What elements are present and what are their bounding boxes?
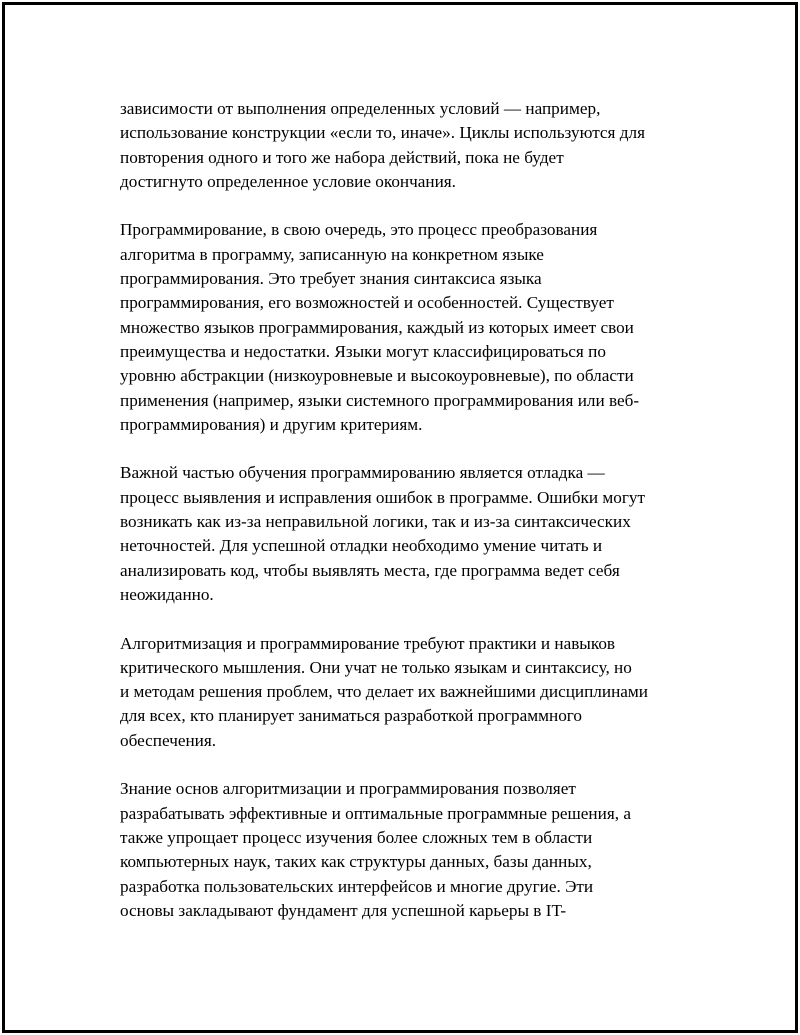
- text-line: разработка пользовательских интерфейсов и многие другие. Эти: [120, 876, 594, 896]
- text-line: программирования. Это требует знания синтаксиса языка: [120, 269, 542, 289]
- text-line: зависимости от выполнения определенных условий — например,: [120, 99, 601, 118]
- text-line: повторения одного и того же набора действий, пока не будет: [120, 147, 564, 167]
- document-page: [2, 2, 798, 1033]
- text-line: критического мышления. Они учат не только языкам и синтаксису, но: [120, 657, 632, 677]
- text-line: анализировать код, чтобы выявлять места, где программа ведет себя: [120, 560, 620, 580]
- paragraph-2: [120, 218, 700, 437]
- text-line: обеспечения.: [120, 730, 217, 750]
- text-line: компьютерных наук, таких как структуры данных, базы данных,: [120, 852, 592, 872]
- paragraph-1: [120, 97, 700, 194]
- text-line: и методам решения проблем, что делает их важнейшими дисциплинами: [120, 682, 648, 702]
- text-line: неточностей. Для успешной отладки необходимо умение читать и: [120, 536, 603, 556]
- text-line: применения (например, языки системного программирования или веб-: [120, 390, 640, 410]
- text-line: разрабатывать эффективные и оптимальные программные решения, а: [120, 803, 631, 823]
- text-line: множество языков программирования, каждый из которых имеет свои: [120, 317, 634, 337]
- text-line: программирования, его возможностей и особенностей. Существует: [120, 293, 614, 313]
- text-line: Важной частью обучения программированию является отладка —: [120, 463, 605, 483]
- text-line: процесс выявления и исправления ошибок в программе. Ошибки могут: [120, 487, 646, 507]
- text-line: для всех, кто планирует заниматься разработкой программного: [120, 706, 583, 726]
- paragraph-3: [120, 461, 700, 607]
- paragraph-4: [120, 632, 700, 753]
- text-line: Знание основ алгоритмизации и программирования позволяет: [120, 779, 576, 799]
- text-line: также упрощает процесс изучения более сложных тем в области: [120, 827, 593, 847]
- text-line: алгоритма в программу, записанную на конкретном языке: [120, 244, 544, 264]
- text-line: программирования) и другим критериям.: [120, 414, 423, 434]
- text-line: Алгоритмизация и программирование требуют практики и навыков: [120, 633, 616, 653]
- text-line: неожиданно.: [120, 584, 214, 604]
- text-line: достигнуто определенное условие окончания.: [120, 171, 456, 191]
- text-line: уровню абстракции (низкоуровневые и высокоуровневые), по области: [120, 366, 634, 386]
- text-line: основы закладывают фундамент для успешной карьеры в IT-: [120, 900, 567, 920]
- text-line: Программирование, в свою очередь, это процесс преобразования: [120, 220, 598, 240]
- text-line: преимущества и недостатки. Языки могут классифицироваться по: [120, 341, 606, 361]
- text-line: использование конструкции «если то, иначе». Циклы используются для: [120, 123, 645, 143]
- paragraph-5: [120, 777, 700, 923]
- text-line: возникать как из-за неправильной логики, так и из-за синтаксических: [120, 512, 631, 532]
- document-body: [120, 97, 700, 947]
